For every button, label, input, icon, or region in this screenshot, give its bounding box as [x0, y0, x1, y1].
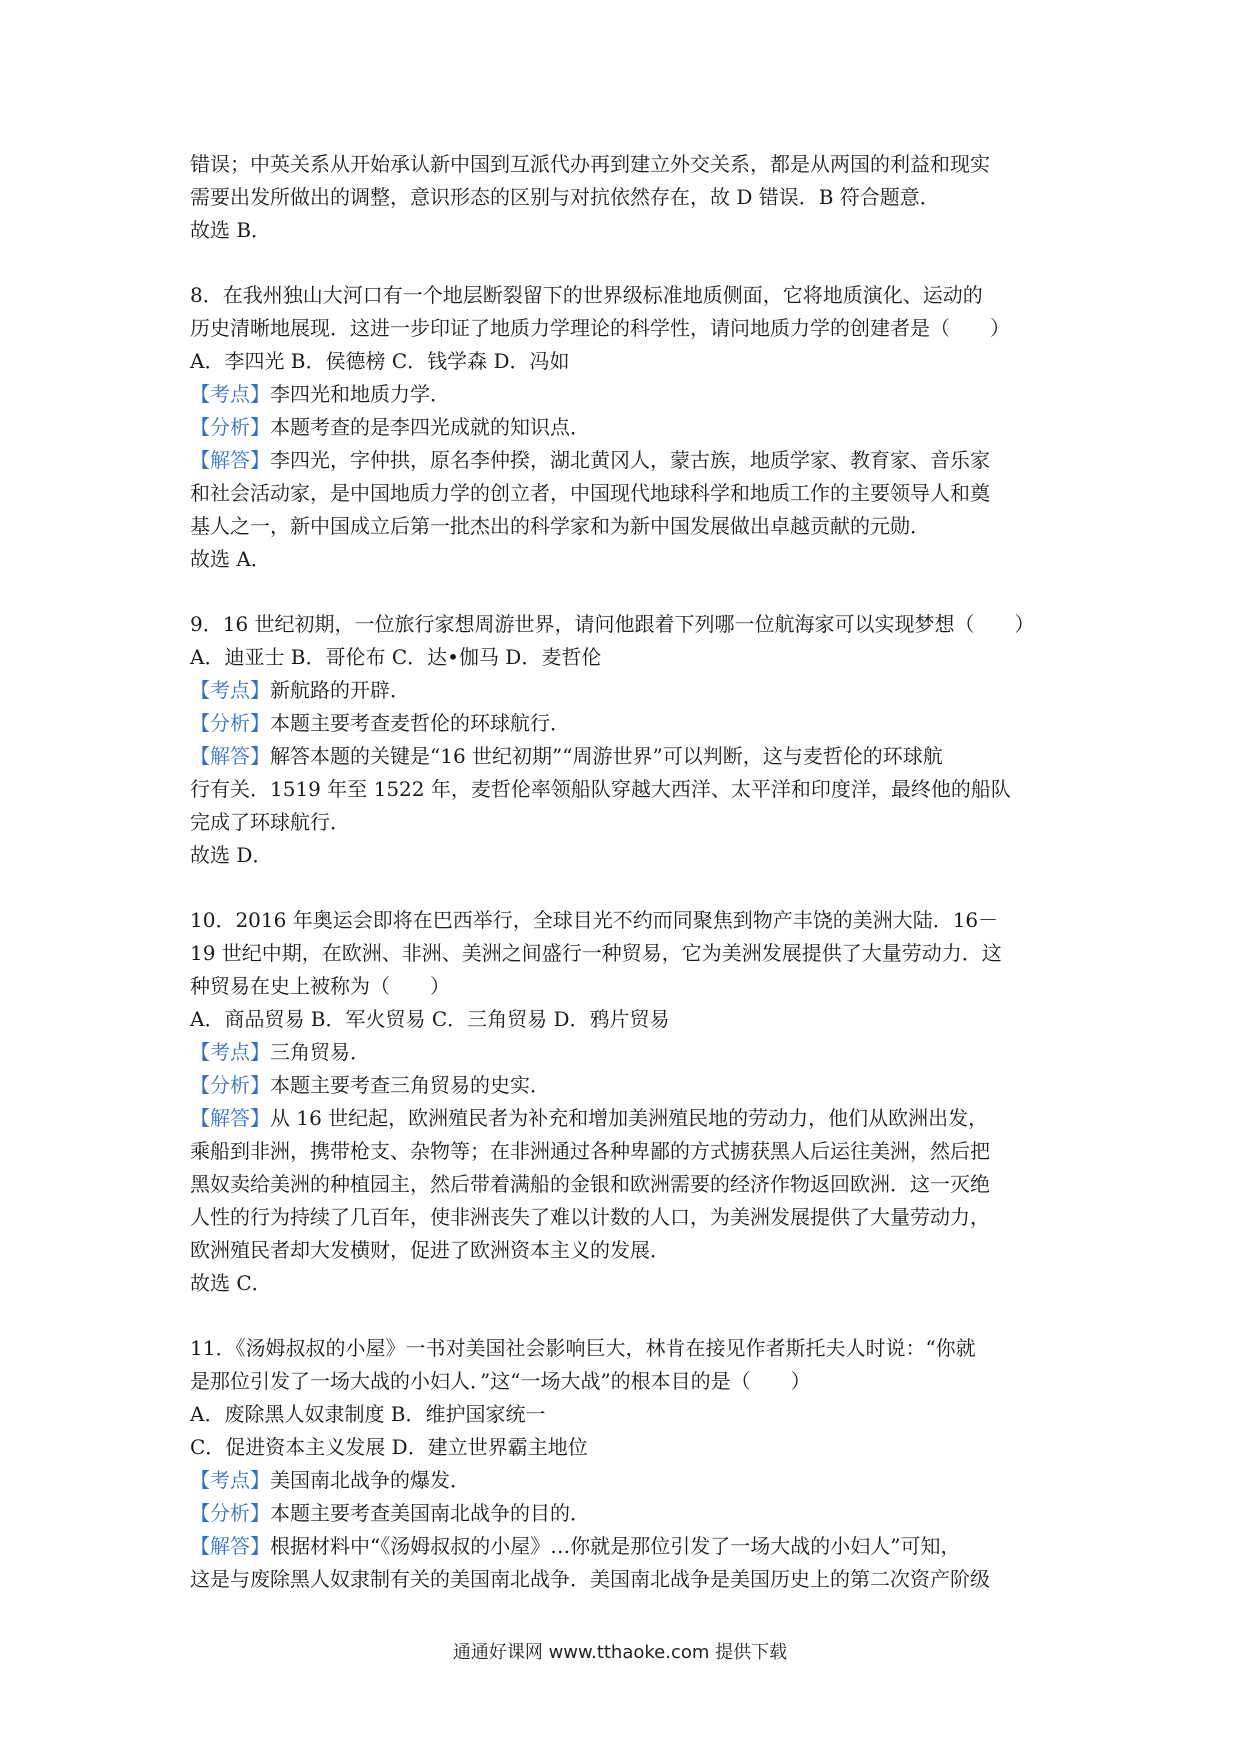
section-tag: 【解答】 — [190, 1534, 270, 1558]
text-line — [190, 1497, 1070, 1530]
text-line — [190, 707, 1070, 740]
text-line — [190, 674, 1070, 707]
text-line — [190, 214, 1070, 247]
paragraph-gap — [190, 576, 1070, 608]
question-block — [190, 904, 1070, 1300]
line-text: 乘船到非洲，携带枪支、杂物等；在非洲通过各种卑鄙的方式掳获黑人后运往美洲，然后把 — [190, 1139, 990, 1163]
line-text: 本题主要考查美国南北战争的目的． — [270, 1501, 590, 1525]
text-line — [190, 378, 1070, 411]
line-text: 需要出发所做出的调整，意识形态的区别与对抗依然存在，故 D 错误．B 符合题意． — [190, 185, 940, 209]
question-block — [190, 148, 1070, 247]
line-text: 是那位引发了一场大战的小妇人．”这“一场大战”的根本目的是（ ） — [190, 1369, 811, 1393]
text-line — [190, 1530, 1070, 1563]
text-line — [190, 148, 1070, 181]
section-tag: 【考点】 — [190, 1468, 270, 1492]
line-text: 人性的行为持续了几百年，使非洲丧失了难以计数的人口，为美洲发展提供了大量劳动力， — [190, 1205, 990, 1229]
text-line — [190, 1267, 1070, 1300]
question-block — [190, 279, 1070, 576]
section-tag: 【考点】 — [190, 1040, 270, 1064]
line-text: 故选 A． — [190, 547, 271, 571]
paragraph-gap — [190, 872, 1070, 904]
text-line — [190, 839, 1070, 872]
line-text: 新航路的开辟． — [270, 678, 410, 702]
text-line — [190, 970, 1070, 1003]
text-line — [190, 1201, 1070, 1234]
line-text: 种贸易在史上被称为（ ） — [190, 974, 450, 998]
text-line — [190, 1398, 1070, 1431]
text-line — [190, 1365, 1070, 1398]
section-tag: 【分析】 — [190, 711, 270, 735]
line-text: 美国南北战争的爆发． — [270, 1468, 470, 1492]
text-line — [190, 608, 1070, 641]
line-text: 完成了环球航行． — [190, 810, 350, 834]
text-line — [190, 279, 1070, 312]
text-line — [190, 937, 1070, 970]
text-line — [190, 1003, 1070, 1036]
section-tag: 【解答】 — [190, 448, 270, 472]
text-line — [190, 1069, 1070, 1102]
line-text: 10．2016 年奥运会即将在巴西举行，全球目光不约而同聚焦到物产丰饶的美洲大陆．16－ — [190, 908, 999, 932]
text-line — [190, 1036, 1070, 1069]
line-text: 从 16 世纪起，欧洲殖民者为补充和增加美洲殖民地的劳动力，他们从欧洲出发， — [270, 1106, 989, 1130]
line-text: 三角贸易． — [270, 1040, 370, 1064]
line-text: 11．《汤姆叔叔的小屋》一书对美国社会影响巨大，林肯在接见作者斯托夫人时说：“你就 — [190, 1336, 976, 1360]
line-text: 这是与废除黑人奴隶制有关的美国南北战争．美国南北战争是美国历史上的第二次资产阶级 — [190, 1567, 990, 1591]
line-text: 故选 B． — [190, 218, 272, 242]
text-line — [190, 1102, 1070, 1135]
text-line — [190, 904, 1070, 937]
line-text: 李四光，字仲拱，原名李仲揆，湖北黄冈人，蒙古族，地质学家、教育家、音乐家 — [270, 448, 990, 472]
section-tag: 【解答】 — [190, 1106, 270, 1130]
line-text: C．促进资本主义发展 D．建立世界霸主地位 — [190, 1435, 588, 1459]
text-line — [190, 1234, 1070, 1267]
line-text: 根据材料中“《汤姆叔叔的小屋》…你就是那位引发了一场大战的小妇人”可知， — [270, 1534, 961, 1558]
line-text: 本题主要考查三角贸易的史实． — [270, 1073, 550, 1097]
line-text: 本题考查的是李四光成就的知识点． — [270, 415, 590, 439]
line-text: 9．16 世纪初期，一位旅行家想周游世界，请问他跟着下列哪一位航海家可以实现梦想（ ） — [190, 612, 1035, 636]
text-line — [190, 641, 1070, 674]
line-text: 错误；中英关系从开始承认新中国到互派代办再到建立外交关系，都是从两国的利益和现实 — [190, 152, 990, 176]
text-line — [190, 1332, 1070, 1365]
question-block — [190, 608, 1070, 872]
text-line — [190, 1563, 1070, 1596]
line-text: 本题主要考查麦哲伦的环球航行． — [270, 711, 570, 735]
document-body — [190, 148, 1070, 1596]
section-tag: 【考点】 — [190, 678, 270, 702]
line-text: A．商品贸易 B．军火贸易 C．三角贸易 D．鸦片贸易 — [190, 1007, 670, 1031]
text-line — [190, 773, 1070, 806]
section-tag: 【分析】 — [190, 1073, 270, 1097]
line-text: 19 世纪中期，在欧洲、非洲、美洲之间盛行一种贸易，它为美洲发展提供了大量劳动力．这 — [190, 941, 1002, 965]
text-line — [190, 740, 1070, 773]
line-text: 历史清晰地展现．这进一步印证了地质力学理论的科学性，请问地质力学的创建者是（ ） — [190, 316, 1010, 340]
text-line — [190, 1168, 1070, 1201]
section-tag: 【考点】 — [190, 382, 270, 406]
text-line — [190, 444, 1070, 477]
question-block — [190, 1332, 1070, 1596]
line-text: A．迪亚士 B．哥伦布 C．达•伽马 D．麦哲伦 — [190, 645, 602, 669]
line-text: 李四光和地质力学． — [270, 382, 450, 406]
line-text: 欧洲殖民者却大发横财，促进了欧洲资本主义的发展． — [190, 1238, 670, 1262]
line-text: 行有关．1519 年至 1522 年，麦哲伦率领船队穿越大西洋、太平洋和印度洋，最终他的船队 — [190, 777, 1011, 801]
line-text: A．废除黑人奴隶制度 B．维护国家统一 — [190, 1402, 546, 1426]
text-line — [190, 543, 1070, 576]
text-line — [190, 181, 1070, 214]
line-text: 故选 D． — [190, 843, 273, 867]
paragraph-gap — [190, 247, 1070, 279]
text-line — [190, 345, 1070, 378]
text-line — [190, 806, 1070, 839]
text-line — [190, 1135, 1070, 1168]
text-line — [190, 477, 1070, 510]
line-text: 和社会活动家，是中国地质力学的创立者，中国现代地球科学和地质工作的主要领导人和奠 — [190, 481, 990, 505]
text-line — [190, 510, 1070, 543]
paragraph-gap — [190, 1300, 1070, 1332]
section-tag: 【分析】 — [190, 415, 270, 439]
line-text: 黑奴卖给美洲的种植园主，然后带着满船的金银和欧洲需要的经济作物返回欧洲．这一灭绝 — [190, 1172, 990, 1196]
text-line — [190, 1464, 1070, 1497]
page-footer: 通通好课网 www.tthaoke.com 提供下载 — [452, 1642, 788, 1663]
line-text: 基人之一，新中国成立后第一批杰出的科学家和为新中国发展做出卓越贡献的元勋． — [190, 514, 930, 538]
text-line — [190, 411, 1070, 444]
section-tag: 【分析】 — [190, 1501, 270, 1525]
line-text: 解答本题的关键是“16 世纪初期”“周游世界”可以判断，这与麦哲伦的环球航 — [270, 744, 943, 768]
text-line — [190, 1431, 1070, 1464]
line-text: 故选 C． — [190, 1271, 272, 1295]
line-text: 8．在我州独山大河口有一个地层断裂留下的世界级标准地质侧面，它将地质演化、运动的 — [190, 283, 983, 307]
line-text: A．李四光 B．侯德榜 C．钱学森 D．冯如 — [190, 349, 570, 373]
text-line — [190, 312, 1070, 345]
section-tag: 【解答】 — [190, 744, 270, 768]
